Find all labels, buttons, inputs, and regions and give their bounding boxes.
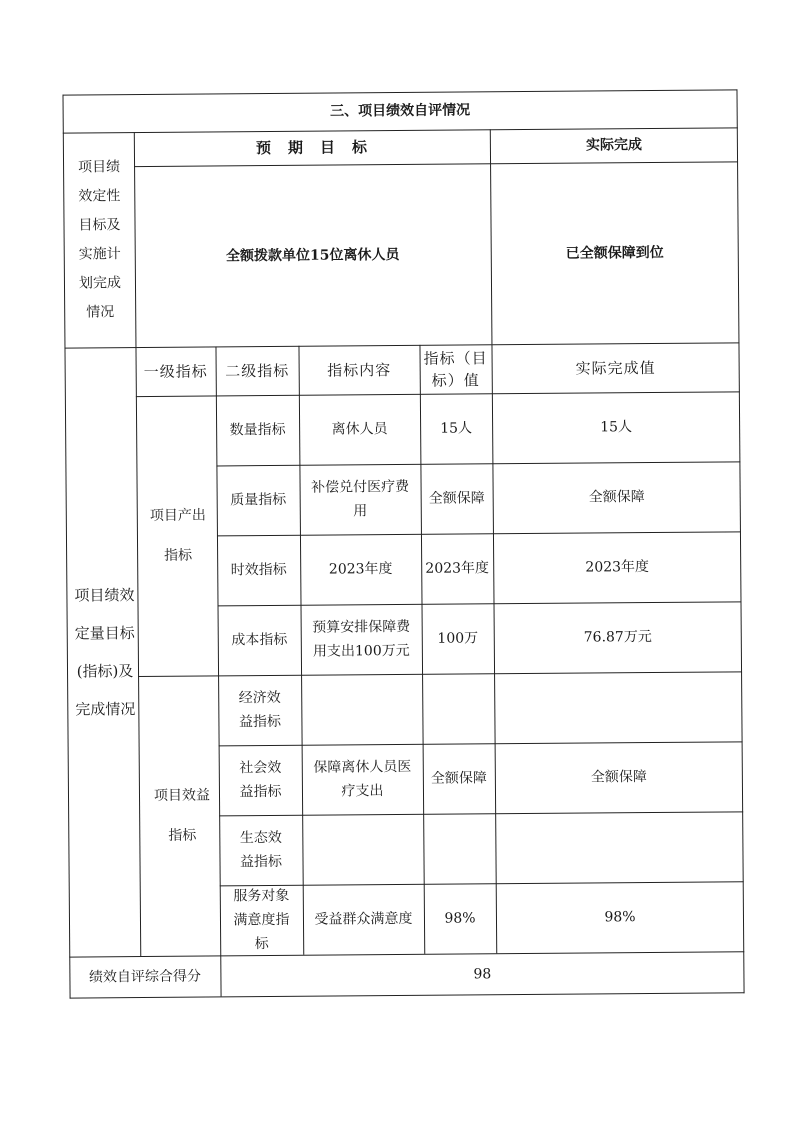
- table-row-target: 98%: [444, 910, 476, 927]
- table-row-actual: 15人: [600, 419, 633, 436]
- table-row-level2: 成本指标: [231, 631, 288, 649]
- table-row-level2: 生态效益指标: [239, 829, 283, 871]
- table-row-target: 100万: [437, 630, 479, 647]
- table-row-content: [302, 814, 424, 885]
- table-row-content: 预算安排保障费用支出100万元: [312, 618, 411, 660]
- table-row-actual: 全额保障: [588, 489, 645, 506]
- quantitative-row-label: 项目绩效定量目标(指标)及完成情况: [74, 585, 136, 719]
- expected-goal-content: 全额拨款单位15位离休人员: [225, 246, 400, 264]
- overall-score-value: 98: [473, 965, 492, 982]
- table-row-content: 补偿兑付医疗费用: [311, 478, 410, 520]
- table-row-target: 2023年度: [425, 560, 490, 577]
- table-row-level2: 服务对象满意度指标: [233, 887, 290, 953]
- output-indicator-group: 项目产出指标: [149, 507, 206, 564]
- table-row-content: 离休人员: [331, 421, 388, 438]
- table-row-actual: 98%: [604, 909, 636, 926]
- table-row-content: [301, 674, 423, 745]
- expected-goal-header: 预 期 目 标: [255, 138, 368, 158]
- table-row-level2: 时效指标: [230, 561, 287, 579]
- overall-score-label: 绩效自评综合得分: [88, 968, 201, 985]
- table-row-content: 2023年度: [328, 561, 393, 578]
- table-row-content: 保障离休人员医疗支出: [313, 758, 412, 800]
- table-row-level2: 社会效益指标: [239, 759, 282, 801]
- table-row-level2: 数量指标: [229, 421, 286, 439]
- table-row-actual: 76.87万元: [583, 629, 652, 646]
- table-row-actual: [494, 671, 743, 743]
- header-indicator-content: 指标内容: [327, 360, 392, 380]
- actual-completion-content: 已全额保障到位: [565, 244, 664, 262]
- table-row-target: [422, 673, 495, 744]
- qualitative-row-label: 项目绩效定性目标及实施计划完成情况: [77, 158, 122, 320]
- header-actual-value: 实际完成值: [575, 358, 656, 378]
- table-row-actual: 全额保障: [590, 769, 647, 786]
- table-row-actual: [495, 811, 744, 883]
- table-row-actual: 2023年度: [585, 559, 650, 576]
- table-row-target: 15人: [440, 420, 473, 437]
- table-row-target: 全额保障: [428, 490, 485, 507]
- header-level1-indicator: 一级指标: [143, 362, 208, 381]
- section-title: 三、项目绩效自评情况: [330, 102, 471, 120]
- benefit-indicator-group: 项目效益指标: [153, 787, 211, 844]
- actual-completion-header: 实际完成: [585, 137, 642, 154]
- header-target-value: 指标（目标）值: [423, 348, 488, 390]
- table-row-target: [423, 813, 496, 884]
- table-row-content: 受益群众满意度: [314, 910, 413, 928]
- table-row-level2: 质量指标: [230, 491, 287, 509]
- header-level2-indicator: 二级指标: [225, 361, 290, 380]
- table-row-level2: 经济效益指标: [238, 689, 281, 731]
- table-row-target: 全额保障: [430, 770, 487, 787]
